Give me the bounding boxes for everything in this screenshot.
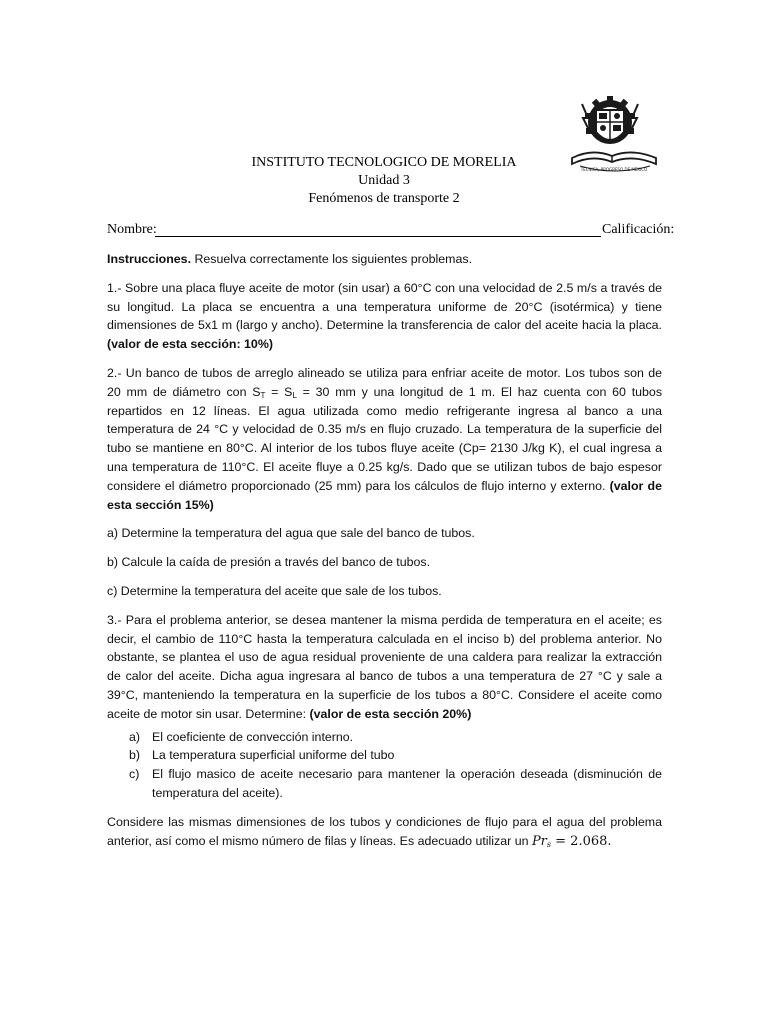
exam-content: [107, 250, 662, 861]
problem-2-part-a: a) Determine la temperatura del agua que sale del banco de tubos.: [107, 526, 475, 541]
course-title: Fenómenos de transporte 2: [308, 191, 460, 206]
problem-3: [107, 611, 662, 724]
list-marker: a): [129, 729, 141, 744]
closing-text: Considere las mismas dimensiones de los tubos y condiciones de flujo para el agua del problema anterior, así como el mismo número de filas y líneas. Es adecuado utilizar un: [107, 814, 662, 848]
problem-2-text-b: = 30 mm y una longitud de 1 m. El haz cuenta con 60 tubos repartidos en 12 líneas. El agua utilizada como medio refrigerante ingresa al banco a una temperatura de 24 °C y velocidad de 0.35 m/s en flujo cruzado. La temperatura de la superficie del tubo se mantiene en 80°C. Al interior de los tubos fluye aceite (Cp= 2130 J/kg K), el cual ingresa a una temperatura de 110°C. El aceite fluye a 0.25 kg/s. Dado que se utilizan tubos de bajo espesor considere el diámetro proporcionado (25 mm) para los cálculos de flujo interno y externo.: [107, 384, 663, 493]
subscript-l: L: [292, 390, 297, 400]
list-item-text: La temperatura superficial uniforme del tubo: [152, 748, 395, 763]
instructions-paragraph: [107, 250, 662, 269]
institute-seal-icon: [566, 92, 662, 174]
list-item: [107, 746, 662, 765]
subscript-t: T: [260, 390, 266, 400]
prandtl-expression: [532, 834, 612, 849]
list-item: [107, 765, 662, 803]
problem-2-part-c: c) Determine la temperatura del aceite que sale de los tubos.: [107, 583, 442, 598]
problem-1-text: 1.- Sobre una placa fluye aceite de motor (sin usar) a 60°C con una velocidad de 2.5 m/s a través de su longitud. La placa se encuentra a una temperatura uniforme de 20°C (isotérmica) y tiene dimensiones de 5x1 m (largo y ancho). Determine la transferencia de calor del aceite hacia la placa.: [107, 280, 662, 333]
problem-2-text-a: 2.- Un banco de tubos de arreglo alineado se utiliza para enfriar aceite de motor. Los tubos son de 20 mm de diámetro con S: [107, 365, 662, 399]
math-eq: = 2.068.: [551, 833, 612, 849]
seal-text: TECNICA, PROGRESO DE MEXICO: [580, 167, 648, 172]
problem-1: [107, 279, 662, 354]
name-grade-row: [107, 222, 675, 242]
list-item-text: El flujo masico de aceite necesario para mantener la operación deseada (disminución de temperatura del aceite).: [152, 767, 662, 800]
list-item: [107, 728, 662, 747]
problem-3-value: (valor de esta sección 20%): [309, 706, 472, 721]
math-var: Pr: [531, 833, 547, 849]
list-marker: c): [129, 767, 140, 782]
problem-2-eq: = S: [265, 384, 293, 399]
problem-3-list: [107, 728, 662, 803]
instructions-label: Instrucciones.: [107, 252, 192, 266]
list-marker: b): [129, 748, 141, 763]
problem-2: [107, 364, 662, 514]
list-item-text: El coeficiente de convección interno.: [152, 729, 354, 744]
name-label: Nombre:: [107, 222, 157, 237]
unit-title: Unidad 3: [358, 173, 410, 188]
problem-2-part-b: b) Calcule la caída de presión a través del banco de tubos.: [107, 555, 431, 570]
problem-2-value: (valor de esta sección 15%): [107, 478, 662, 512]
document-header: [200, 154, 568, 208]
grade-label: Calificación:: [602, 222, 675, 237]
math-sub: s: [546, 839, 552, 849]
institution-title: INSTITUTO TECNOLOGICO DE MORELIA: [251, 155, 517, 170]
problem-1-value: (valor de esta sección: 10%): [107, 337, 273, 352]
problem-3-text: 3.- Para el problema anterior, se desea mantener la misma perdida de temperatura en el aceite; es decir, el cambio de 110°C hasta la temperatura calculada en el inciso b) del problema anterior. No obstante, se plantea el uso de agua residual proveniente de una caldera para realizar la extracción de calor del aceite. Dicha agua ingresara al banco de tubos a una temperatura de 27 °C y sale a 39°C, manteniendo la temperatura en la superficie de los tubos a 80°C. Considere el aceite como aceite de motor sin usar. Determine:: [107, 612, 662, 721]
instructions-text: Resuelva correctamente los siguientes problemas.: [194, 252, 473, 266]
name-blank-line[interactable]: [155, 236, 601, 237]
closing-paragraph: [107, 813, 662, 852]
